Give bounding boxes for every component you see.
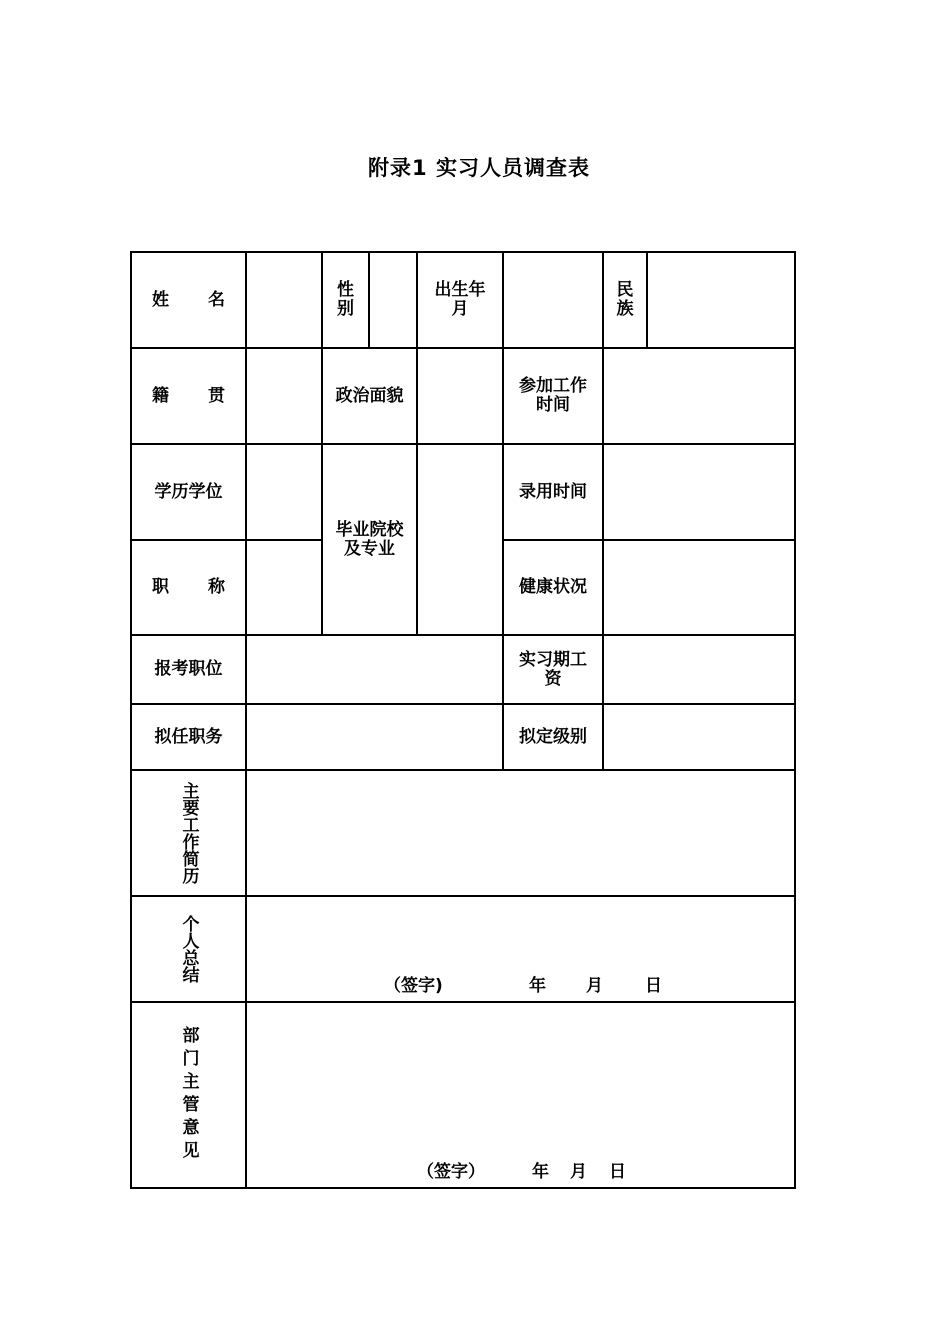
table-row xyxy=(131,770,795,896)
field-name[interactable] xyxy=(246,252,322,348)
label-political: 政治面貌 xyxy=(322,348,417,444)
table-row xyxy=(131,252,795,348)
label-applied-position: 报考职位 xyxy=(131,635,246,704)
field-proposed-duty[interactable] xyxy=(246,704,503,770)
field-health[interactable] xyxy=(603,540,795,635)
field-school[interactable] xyxy=(417,444,503,635)
signature-day: 日 xyxy=(609,1162,626,1182)
label-education: 学历学位 xyxy=(131,444,246,540)
label-name: 姓 名 xyxy=(131,252,246,348)
table-row xyxy=(131,635,795,704)
field-proposed-level[interactable] xyxy=(603,704,795,770)
field-dept-opinion[interactable] xyxy=(246,1002,795,1188)
signature-month: 月 xyxy=(586,976,603,996)
field-intern-salary[interactable] xyxy=(603,635,795,704)
field-ethnicity[interactable] xyxy=(647,252,795,348)
table-row xyxy=(131,348,795,444)
label-proposed-level: 拟定级别 xyxy=(503,704,603,770)
label-self-summary: 个人总结 xyxy=(131,896,246,1002)
label-gender: 性别 xyxy=(322,252,369,348)
field-birth[interactable] xyxy=(503,252,603,348)
field-work-history[interactable] xyxy=(246,770,795,896)
signature-line-summary xyxy=(247,977,794,1001)
label-birth: 出生年月 xyxy=(417,252,503,348)
label-proposed-duty: 拟任职务 xyxy=(131,704,246,770)
signature-month: 月 xyxy=(570,1162,587,1182)
survey-form-table xyxy=(130,251,796,1189)
field-hire-date[interactable] xyxy=(603,444,795,540)
label-dept-opinion: 部门主管意见 xyxy=(131,1002,246,1188)
table-row xyxy=(131,1002,795,1188)
signature-year: 年 xyxy=(529,976,546,996)
label-intern-salary: 实习期工资 xyxy=(503,635,603,704)
signature-label: （签字) xyxy=(384,976,443,996)
page-title: 附录1 实习人员调查表 xyxy=(368,156,590,180)
table-row xyxy=(131,444,795,540)
signature-label: （签字） xyxy=(417,1162,485,1182)
table-row xyxy=(131,896,795,1002)
field-political[interactable] xyxy=(417,348,503,444)
signature-line-dept xyxy=(247,1163,794,1187)
signature-day: 日 xyxy=(645,976,662,996)
label-school: 毕业院校及专业 xyxy=(322,444,417,635)
field-title[interactable] xyxy=(246,540,322,635)
label-native-place: 籍 贯 xyxy=(131,348,246,444)
label-hire-date: 录用时间 xyxy=(503,444,603,540)
label-health: 健康状况 xyxy=(503,540,603,635)
field-education[interactable] xyxy=(246,444,322,540)
field-applied-position[interactable] xyxy=(246,635,503,704)
field-native-place[interactable] xyxy=(246,348,322,444)
field-work-start[interactable] xyxy=(603,348,795,444)
label-ethnicity: 民族 xyxy=(603,252,647,348)
field-gender[interactable] xyxy=(369,252,417,348)
signature-year: 年 xyxy=(532,1162,549,1182)
label-title: 职 称 xyxy=(131,540,246,635)
table-row xyxy=(131,704,795,770)
label-work-start: 参加工作时间 xyxy=(503,348,603,444)
label-work-history: 主要工作简历 xyxy=(131,770,246,896)
field-self-summary[interactable] xyxy=(246,896,795,1002)
